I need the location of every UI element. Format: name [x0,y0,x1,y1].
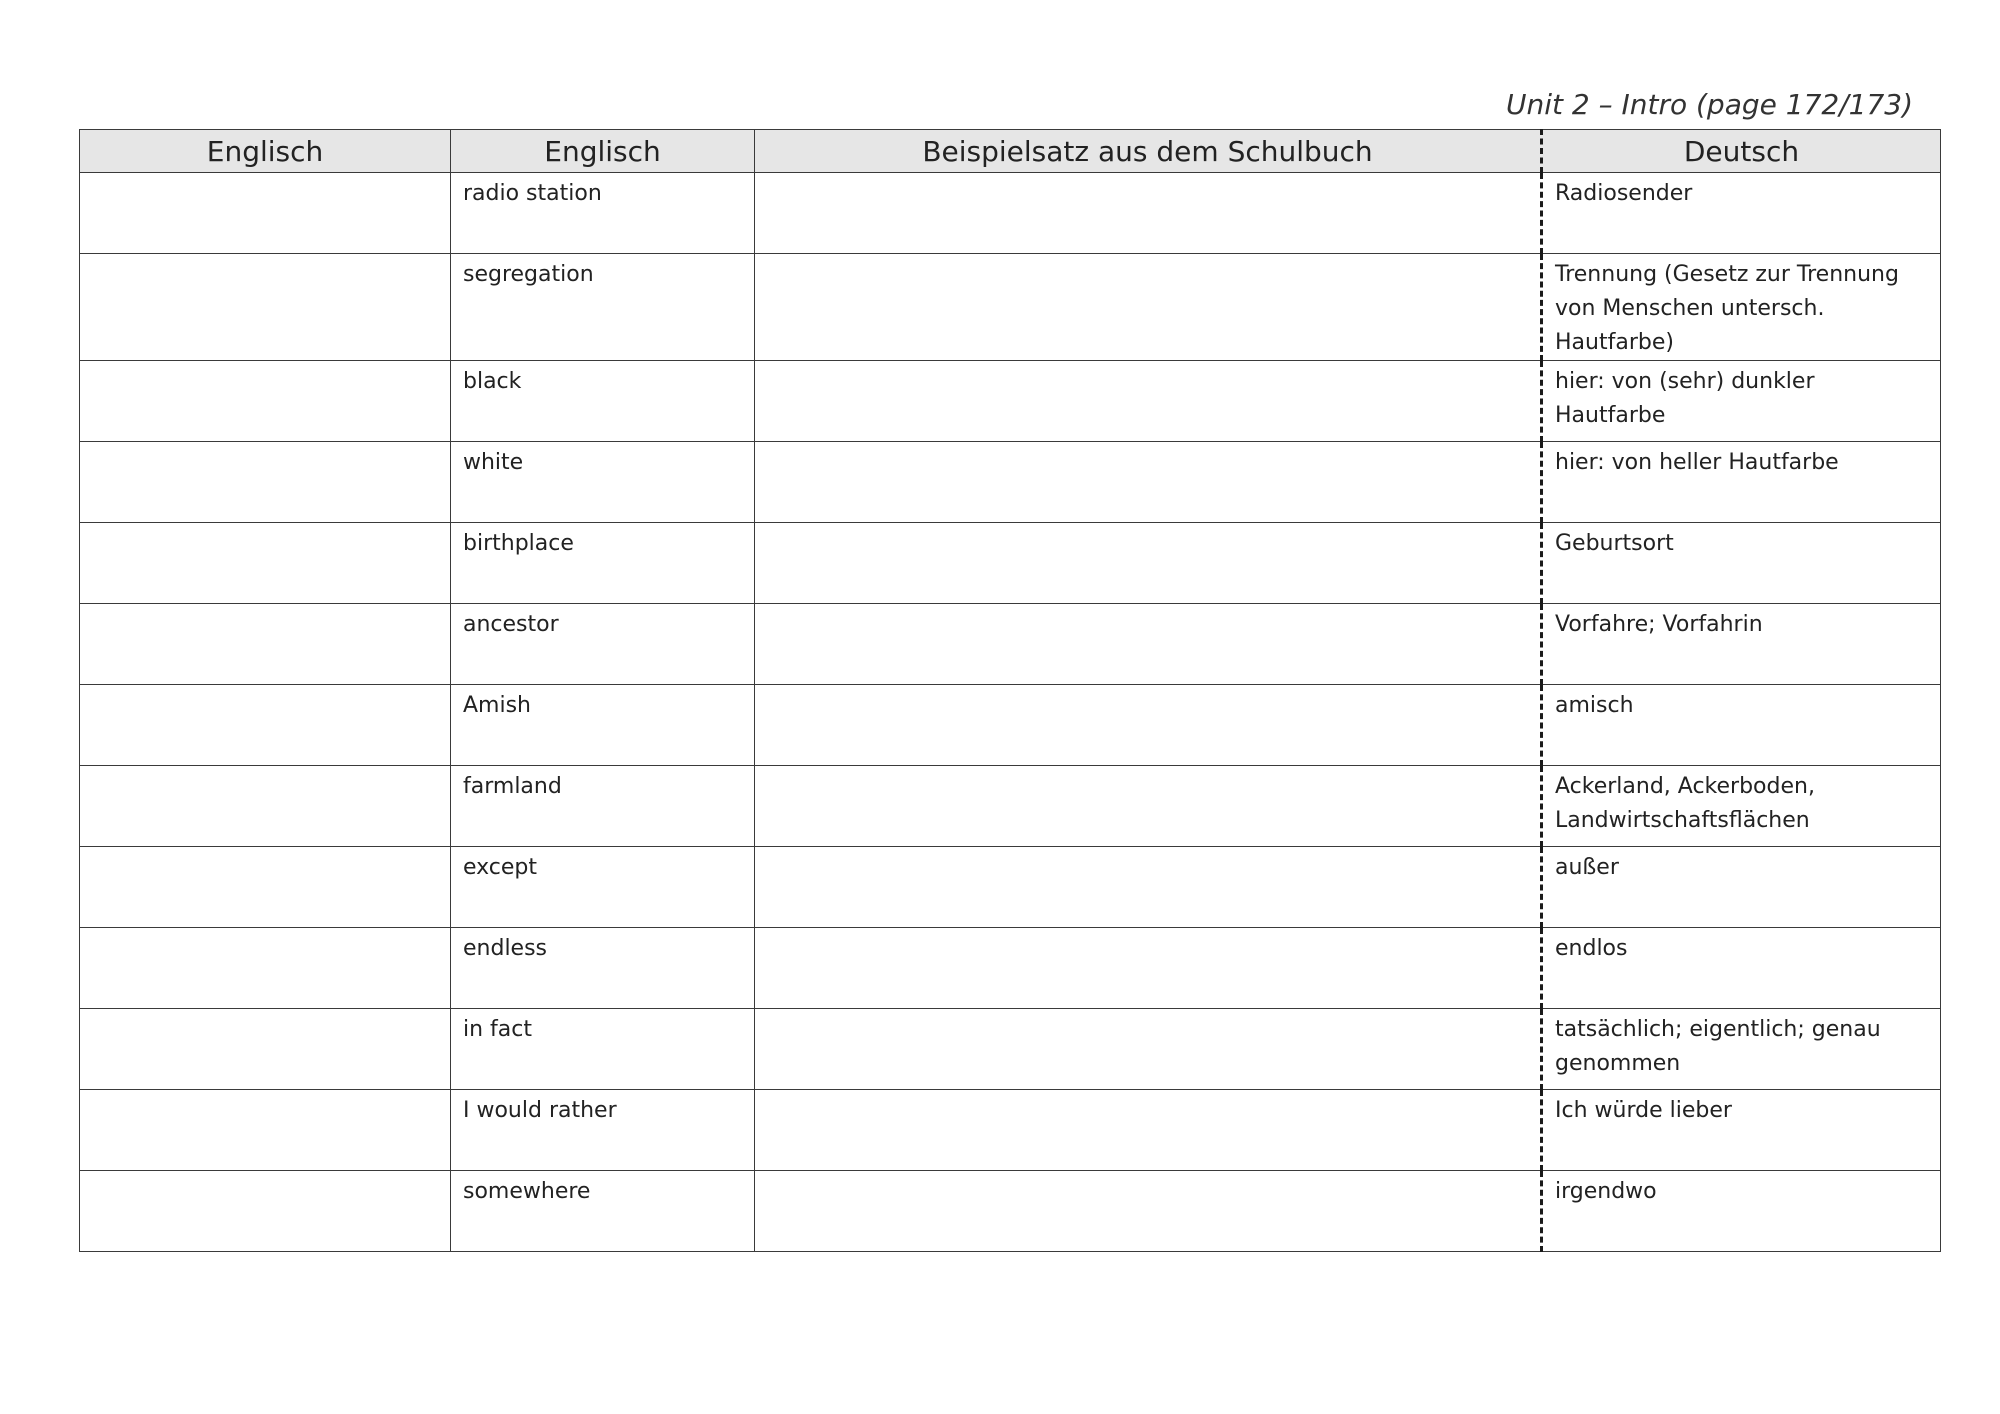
vocabulary-rows [80,173,1941,1252]
english-practice-cell [80,523,451,604]
english-practice-cell [80,766,451,847]
table-row [80,173,1941,254]
example-sentence-cell [755,766,1542,847]
table-row [80,928,1941,1009]
german-translation-cell [1542,173,1941,254]
german-translation-cell [1542,685,1941,766]
example-sentence-cell-text [755,442,1540,446]
english-term-cell [451,928,755,1009]
german-translation-cell [1542,523,1941,604]
column-header-example-sentence: Beispielsatz aus dem Schulbuch [755,130,1542,173]
example-sentence-cell [755,173,1542,254]
german-translation-cell-text: endlos [1555,936,1628,961]
german-translation-cell [1542,1171,1941,1252]
german-translation-cell [1542,766,1941,847]
example-sentence-cell-text [755,847,1540,851]
example-sentence-cell-text [755,1009,1540,1013]
table-row [80,1009,1941,1090]
english-term-cell-text: black [463,369,522,394]
example-sentence-cell-text [755,928,1540,932]
example-sentence-cell [755,1171,1542,1252]
german-translation-cell [1542,254,1941,361]
english-term-cell [451,604,755,685]
english-term-cell-text: farmland [463,774,562,799]
example-sentence-cell-text [755,523,1540,527]
english-practice-cell [80,604,451,685]
german-translation-cell-text: Ackerland, Ackerboden, Landwirtschaftsflächen [1555,774,1815,833]
english-practice-cell-text [80,685,450,689]
example-sentence-cell-text [755,604,1540,608]
unit-title: Unit 2 – Intro (page 172/173) [1505,88,1913,121]
german-translation-cell [1542,928,1941,1009]
german-translation-cell [1542,847,1941,928]
english-practice-cell-text [80,361,450,365]
english-term-cell-text: in fact [463,1017,532,1042]
english-term-cell-text: white [463,450,524,475]
english-practice-cell-text [80,254,450,258]
english-practice-cell [80,442,451,523]
english-term-cell-text: ancestor [463,612,559,637]
german-translation-cell-text: Geburtsort [1555,531,1674,556]
english-term-cell [451,685,755,766]
column-header-german: Deutsch [1542,130,1941,173]
table-row [80,847,1941,928]
english-practice-cell [80,1090,451,1171]
german-translation-cell [1542,604,1941,685]
english-term-cell-text: radio station [463,181,602,206]
column-header-english: Englisch [451,130,755,173]
english-term-cell-text: somewhere [463,1179,591,1204]
english-term-cell [451,254,755,361]
example-sentence-cell-text [755,766,1540,770]
german-translation-cell-text: hier: von (sehr) dunkler Hautfarbe [1555,369,1815,428]
english-term-cell [451,766,755,847]
table-header-row [80,130,1941,173]
english-term-cell-text: birthplace [463,531,574,556]
english-term-cell [451,1171,755,1252]
table-row [80,1090,1941,1171]
german-translation-cell-text: Trennung (Gesetz zur Trennung von Menschen untersch. Hautfarbe) [1555,262,1899,355]
english-practice-cell [80,1009,451,1090]
english-practice-cell-text [80,847,450,851]
example-sentence-cell [755,604,1542,685]
table-row [80,442,1941,523]
english-term-cell-text: Amish [463,693,531,718]
german-translation-cell-text: amisch [1555,693,1634,718]
example-sentence-cell [755,361,1542,442]
example-sentence-cell-text [755,361,1540,365]
english-term-cell [451,1090,755,1171]
german-translation-cell-text: tatsächlich; eigentlich; genau genommen [1555,1017,1881,1076]
english-practice-cell [80,1171,451,1252]
english-term-cell-text: I would rather [463,1098,617,1123]
table-row [80,523,1941,604]
example-sentence-cell [755,442,1542,523]
example-sentence-cell [755,523,1542,604]
english-practice-cell-text [80,523,450,527]
english-practice-cell-text [80,173,450,177]
example-sentence-cell-text [755,1090,1540,1094]
english-term-cell [451,361,755,442]
english-term-cell [451,523,755,604]
english-term-cell [451,173,755,254]
example-sentence-cell [755,685,1542,766]
english-term-cell [451,847,755,928]
english-practice-cell [80,173,451,254]
table-row [80,766,1941,847]
table-row [80,1171,1941,1252]
german-translation-cell-text: Vorfahre; Vorfahrin [1555,612,1763,637]
german-translation-cell [1542,1009,1941,1090]
german-translation-cell-text: außer [1555,855,1619,880]
example-sentence-cell [755,1009,1542,1090]
english-practice-cell [80,847,451,928]
example-sentence-cell [755,928,1542,1009]
example-sentence-cell [755,1090,1542,1171]
german-translation-cell [1542,1090,1941,1171]
english-practice-cell-text [80,766,450,770]
english-practice-cell [80,928,451,1009]
english-practice-cell [80,254,451,361]
english-practice-cell-text [80,1009,450,1013]
german-translation-cell-text: Radiosender [1555,181,1693,206]
vocabulary-table [79,129,1941,1252]
german-translation-cell-text: Ich würde lieber [1555,1098,1732,1123]
example-sentence-cell-text [755,1171,1540,1175]
example-sentence-cell [755,847,1542,928]
table-row [80,361,1941,442]
german-translation-cell-text: irgendwo [1555,1179,1657,1204]
table-row [80,685,1941,766]
example-sentence-cell-text [755,173,1540,177]
example-sentence-cell [755,254,1542,361]
english-term-cell [451,442,755,523]
german-translation-cell [1542,442,1941,523]
example-sentence-cell-text [755,685,1540,689]
english-term-cell-text: segregation [463,262,594,287]
example-sentence-cell-text [755,254,1540,258]
german-translation-cell [1542,361,1941,442]
english-practice-cell-text [80,1090,450,1094]
english-practice-cell-text [80,1171,450,1175]
english-practice-cell-text [80,442,450,446]
english-practice-cell [80,361,451,442]
english-term-cell-text: except [463,855,538,880]
english-practice-cell [80,685,451,766]
english-practice-cell-text [80,604,450,608]
german-translation-cell-text: hier: von heller Hautfarbe [1555,450,1839,475]
table-row [80,604,1941,685]
english-term-cell [451,1009,755,1090]
column-header-english-practice: Englisch [80,130,451,173]
english-practice-cell-text [80,928,450,932]
table-row [80,254,1941,361]
english-term-cell-text: endless [463,936,548,961]
